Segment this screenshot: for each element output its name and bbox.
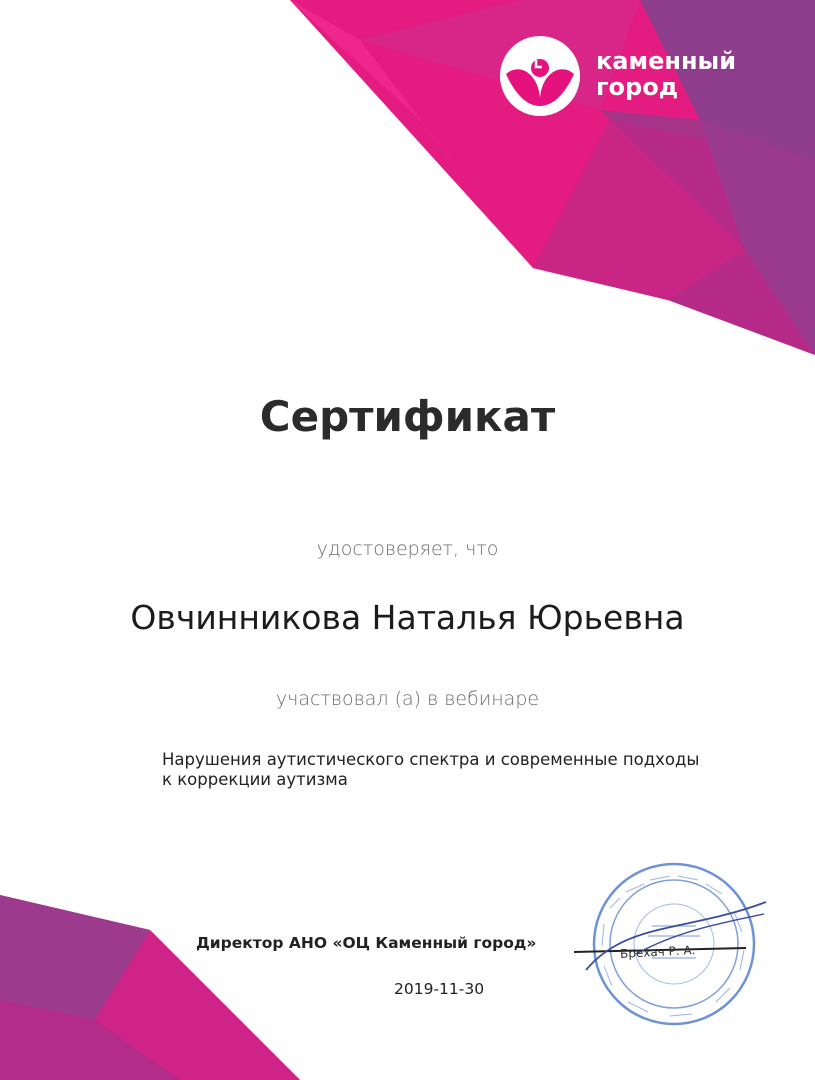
topic-line-1: Нарушения аутистического спектра и современные подходы <box>162 750 700 769</box>
certifies-text: удостоверяет, что <box>316 538 499 560</box>
logo-line-2: город <box>596 73 679 101</box>
logo-mark-icon <box>498 34 584 118</box>
brand-logo <box>498 34 748 118</box>
recipient-name: Овчинникова Наталья Юрьевна <box>130 598 685 637</box>
signer-name: Брехач Р. А. <box>619 943 696 961</box>
participation-text: участвовал (а) в вебинаре <box>275 688 540 710</box>
logo-line-1: каменный <box>596 47 737 75</box>
certificate-title: Сертификат <box>259 392 556 441</box>
issue-date: 2019-11-30 <box>394 980 485 998</box>
webinar-topic <box>162 750 762 790</box>
director-title: Директор АНО «ОЦ Каменный город» <box>196 934 537 952</box>
topic-line-2: к коррекции аутизма <box>162 770 348 789</box>
logo-wordmark <box>596 48 736 100</box>
